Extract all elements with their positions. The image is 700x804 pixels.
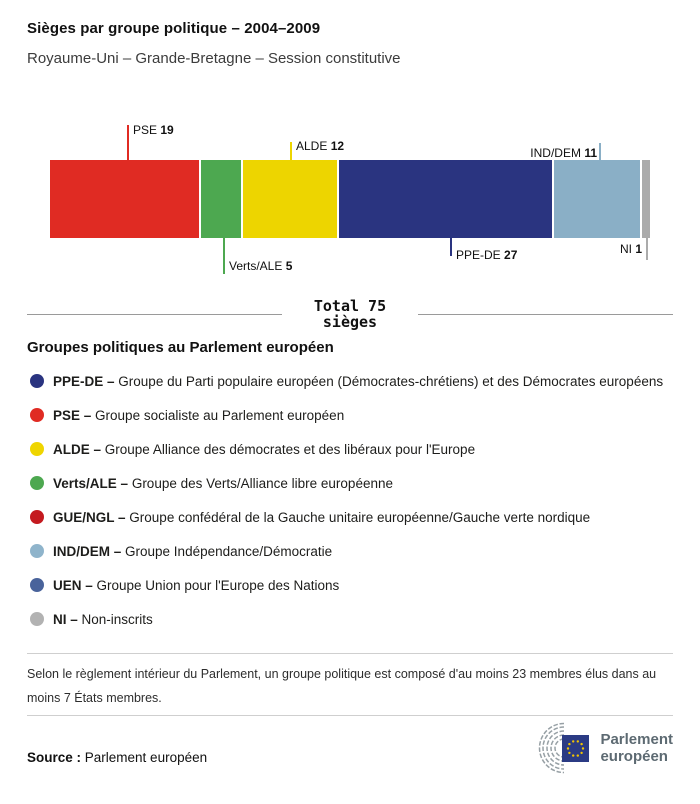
bar-segment-pse — [50, 160, 199, 238]
callout-line-ppe-de — [450, 238, 452, 256]
logo-wordmark: Parlement européen — [600, 731, 673, 765]
uen-dot-icon — [30, 578, 44, 592]
bar-segment-ind-dem — [554, 160, 641, 238]
legend-item-pse: PSE – Groupe socialiste au Parlement européen — [27, 406, 673, 425]
total-seats — [0, 298, 700, 330]
page-subtitle: Royaume-Uni – Grande-Bretagne – Session constitutive — [27, 50, 401, 67]
legend-item-alde: ALDE – Groupe Alliance des démocrates et des libéraux pour l'Europe — [27, 440, 673, 459]
ni-dot-icon — [30, 612, 44, 626]
callout-label-pse: PSE 19 — [133, 123, 174, 137]
footer-divider-bottom — [27, 715, 673, 716]
pse-dot-icon — [30, 408, 44, 422]
bar-segment-verts-ale — [201, 160, 240, 238]
bar-segment-ppe-de — [339, 160, 551, 238]
footer — [0, 722, 700, 774]
bar-segment-ni — [642, 160, 650, 238]
parliament-hemicycle-icon — [518, 722, 592, 774]
eu-flag-icon — [562, 735, 589, 762]
header — [0, 0, 700, 67]
bar-segment-alde — [243, 160, 337, 238]
stacked-bar — [50, 160, 650, 238]
legend-heading: Groupes politiques au Parlement européen — [27, 339, 334, 356]
callout-label-ni: NI 1 — [619, 242, 642, 256]
callout-label-inddem: IND/DEM 11 — [530, 146, 597, 160]
callout-line-ni — [646, 238, 648, 260]
european-parliament-logo — [518, 722, 673, 774]
legend — [0, 372, 700, 629]
page-title: Sièges par groupe politique – 2004–2009 — [27, 20, 321, 37]
source-line: Source : Parlement européen — [27, 749, 208, 765]
gue-ngl-dot-icon — [30, 510, 44, 524]
legend-item-ind-dem: IND/DEM – Groupe Indépendance/Démocratie — [27, 542, 673, 561]
alde-dot-icon — [30, 442, 44, 456]
legend-item-verts-ale: Verts/ALE – Groupe des Verts/Alliance libre européenne — [27, 474, 673, 493]
legend-item-ppe-de: PPE-DE – Groupe du Parti populaire européen (Démocrates-chrétiens) et des Démocrates européens — [27, 372, 673, 391]
total-left-rule — [27, 314, 282, 315]
seats-stacked-bar-chart — [0, 115, 700, 290]
ind-dem-dot-icon — [30, 544, 44, 558]
callout-line-alde — [290, 142, 292, 160]
callout-label-ppe-de: PPE-DE 27 — [456, 248, 518, 262]
ppe-de-dot-icon — [30, 374, 44, 388]
total-seats-label: Total 75 sièges — [313, 297, 387, 331]
verts-ale-dot-icon — [30, 476, 44, 490]
total-right-rule — [418, 314, 673, 315]
callout-line-verts-ale — [223, 238, 225, 274]
legend-item-ni: NI – Non-inscrits — [27, 610, 673, 629]
legend-item-gue-ngl: GUE/NGL – Groupe confédéral de la Gauche unitaire européenne/Gauche verte nordique — [27, 508, 673, 527]
legend-item-uen: UEN – Groupe Union pour l'Europe des Nations — [27, 576, 673, 595]
callout-line-pse — [127, 125, 129, 160]
callout-line-inddem — [599, 143, 601, 160]
callout-label-verts-ale: Verts/ALE 5 — [229, 259, 293, 273]
footnote: Selon le règlement intérieur du Parlement, un groupe politique est composé d'au moins 23 membres élus dans au moins 7 États membres. — [27, 667, 657, 705]
callout-label-alde: ALDE 12 — [296, 139, 345, 153]
